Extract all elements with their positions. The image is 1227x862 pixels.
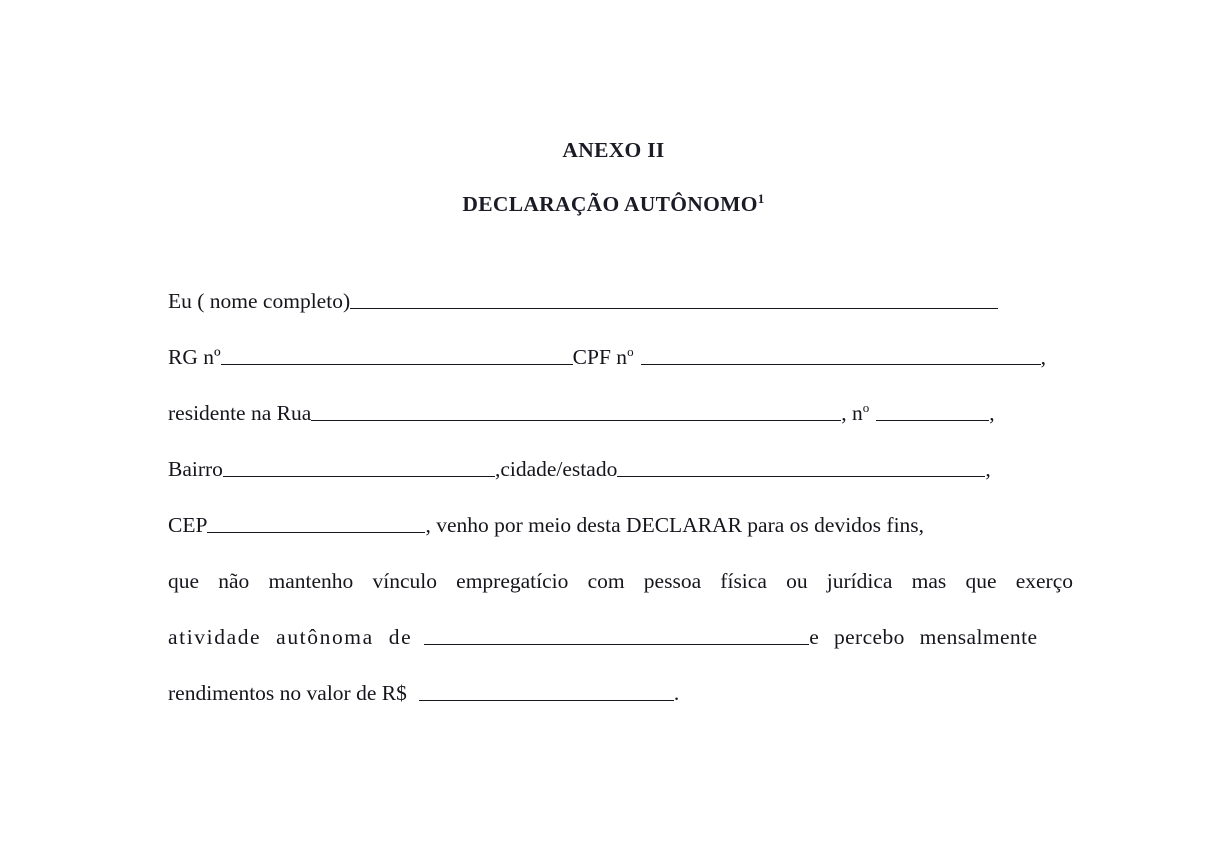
- period-rendimentos: .: [673, 681, 680, 705]
- text-declarar: , venho por meio desta DECLARAR para os devidos fins,: [425, 513, 925, 537]
- label-rg: RG nº: [168, 345, 221, 369]
- label-cep: CEP: [168, 513, 208, 537]
- label-nome-completo: Eu ( nome completo): [168, 289, 351, 313]
- document-body: [168, 283, 1073, 731]
- footnote-marker: 1: [757, 190, 765, 206]
- field-line-atividade: [168, 619, 1073, 675]
- blank-numero[interactable]: [876, 403, 989, 421]
- field-line-endereco: [168, 395, 1073, 451]
- field-line-bairro-cidade: [168, 451, 1073, 507]
- field-line-nome-completo: [168, 283, 1073, 339]
- blank-valor-rendimentos[interactable]: [419, 683, 674, 701]
- text-percebo-mensalmente: e percebo mensalmente: [809, 625, 1038, 649]
- label-cpf-ordinal: o: [627, 343, 634, 359]
- paragraph-line-vinculo: [168, 563, 1073, 619]
- label-bairro: Bairro: [168, 457, 223, 481]
- blank-atividade[interactable]: [424, 627, 809, 645]
- blank-bairro[interactable]: [223, 459, 495, 477]
- label-cidade-estado: ,cidade/estado: [494, 457, 618, 481]
- comma-bairro-cidade: ,: [985, 457, 991, 481]
- label-rua: residente na Rua: [168, 401, 312, 425]
- text-vinculo: que não mantenho vínculo empregatício com pessoa física ou jurídica mas que exerço: [168, 569, 1073, 593]
- comma-endereco: ,: [989, 401, 995, 425]
- blank-cpf[interactable]: [641, 347, 1041, 365]
- field-line-cep-declaracao: [168, 507, 1073, 563]
- comma-rg-cpf: ,: [1040, 345, 1046, 369]
- document-subtitle: [0, 190, 1227, 216]
- document-subtitle-text: DECLARAÇÃO AUTÔNOMO: [462, 191, 758, 216]
- page-title: ANEXO II: [562, 138, 665, 162]
- field-line-rendimentos: [168, 675, 1073, 731]
- field-line-rg-cpf: [168, 339, 1073, 395]
- blank-cidade-estado[interactable]: [617, 459, 985, 477]
- label-atividade: atividade autônoma de: [168, 625, 413, 649]
- blank-cep[interactable]: [207, 515, 425, 533]
- label-numero-ordinal: o: [862, 399, 870, 415]
- label-cpf: CPF n: [572, 345, 628, 369]
- blank-rua[interactable]: [311, 403, 841, 421]
- blank-rg[interactable]: [221, 347, 573, 365]
- label-numero: , n: [841, 401, 863, 425]
- blank-nome-completo[interactable]: [350, 291, 998, 309]
- document-heading-block: [0, 140, 1227, 215]
- label-rendimentos: rendimentos no valor de R$: [168, 681, 407, 705]
